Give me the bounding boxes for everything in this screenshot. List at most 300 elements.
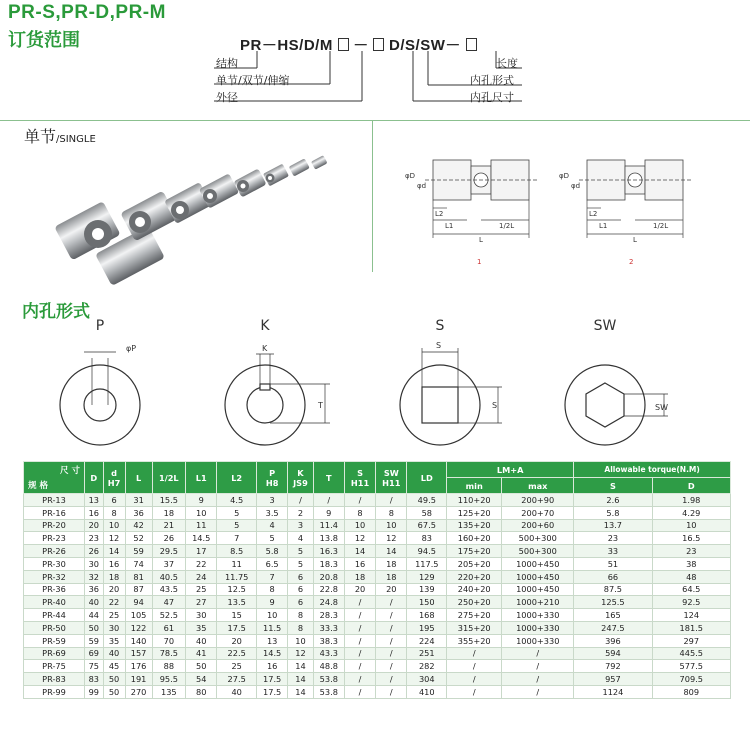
- table-cell: 26: [85, 545, 104, 558]
- table-cell: 1124: [574, 685, 652, 698]
- table-cell: 22.8: [313, 583, 344, 596]
- table-cell: 240+20: [447, 583, 502, 596]
- table-cell: 35: [186, 621, 217, 634]
- table-cell: 20: [103, 583, 125, 596]
- table-cell: 8: [344, 506, 375, 519]
- table-cell: 27.5: [217, 673, 257, 686]
- table-cell-model: PR-59: [24, 634, 85, 647]
- table-row: [24, 532, 731, 545]
- label-bore-type: 内孔形式: [470, 74, 514, 87]
- table-cell: 18: [103, 570, 125, 583]
- section-divider-vertical: [372, 120, 373, 272]
- table-cell: 957: [574, 673, 652, 686]
- ordering-range-title: 订货范围: [8, 30, 80, 51]
- table-cell: 8: [288, 621, 313, 634]
- table-cell: 18: [344, 570, 375, 583]
- table-cell: 200+70: [502, 506, 574, 519]
- table-cell: 191: [125, 673, 152, 686]
- table-cell: 20: [376, 583, 407, 596]
- table-cell: 11: [186, 519, 217, 532]
- table-cell: 139: [407, 583, 447, 596]
- col-L2: L2: [217, 462, 257, 494]
- table-cell-model: PR-30: [24, 557, 85, 570]
- bore-type-S: S: [435, 318, 445, 334]
- table-cell: /: [344, 685, 375, 698]
- table-cell: 10: [652, 519, 730, 532]
- label-outer-diameter: 外径: [216, 91, 238, 104]
- table-cell: 75: [85, 660, 104, 673]
- table-cell: 9: [257, 596, 288, 609]
- table-cell: 14: [344, 545, 375, 558]
- table-cell: 396: [574, 634, 652, 647]
- table-cell: 40: [186, 634, 217, 647]
- table-cell: 6: [103, 494, 125, 507]
- table-cell: 20.8: [313, 570, 344, 583]
- table-cell: 18: [152, 506, 185, 519]
- table-cell: 14.5: [257, 647, 288, 660]
- table-cell: 31: [125, 494, 152, 507]
- table-cell: 165: [574, 609, 652, 622]
- table-cell: 8: [376, 506, 407, 519]
- table-cell: 12: [376, 532, 407, 545]
- table-cell: 45: [103, 660, 125, 673]
- table-cell: 54: [186, 673, 217, 686]
- table-cell: 10: [103, 519, 125, 532]
- section-divider-top: [0, 120, 750, 121]
- label-single-double: 单节/双节/伸缩: [216, 74, 290, 87]
- table-cell: 125+20: [447, 506, 502, 519]
- table-cell: /: [376, 634, 407, 647]
- table-cell: 445.5: [652, 647, 730, 660]
- bore-type-P: P: [95, 318, 105, 334]
- table-cell: 23: [652, 545, 730, 558]
- table-cell: 10: [288, 634, 313, 647]
- table-cell: 11.4: [313, 519, 344, 532]
- table-cell: 15.5: [152, 494, 185, 507]
- table-row: [24, 685, 731, 698]
- single-label: [24, 124, 96, 147]
- table-cell: /: [344, 609, 375, 622]
- order-code-dash: －: [353, 37, 369, 54]
- table-cell: 8.5: [217, 545, 257, 558]
- table-cell: 25: [186, 583, 217, 596]
- table-cell: 53.8: [313, 673, 344, 686]
- table-cell-model: PR-50: [24, 621, 85, 634]
- dim-L2-1: L2: [435, 210, 444, 218]
- table-cell: 10: [376, 519, 407, 532]
- table-cell: 6: [288, 570, 313, 583]
- table-cell: 28.3: [313, 609, 344, 622]
- table-cell: 251: [407, 647, 447, 660]
- table-cell-model: PR-20: [24, 519, 85, 532]
- table-row: [24, 647, 731, 660]
- table-cell: 10: [186, 506, 217, 519]
- table-cell: 500+300: [502, 545, 574, 558]
- table-cell: 38: [652, 557, 730, 570]
- table-cell-model: PR-36: [24, 583, 85, 596]
- table-cell: 3.5: [257, 506, 288, 519]
- label-length: 长度: [496, 57, 518, 70]
- table-cell: 500+300: [502, 532, 574, 545]
- col-T: T: [313, 462, 344, 494]
- table-cell: 14.5: [186, 532, 217, 545]
- table-cell: 9: [186, 494, 217, 507]
- col-LMA-max: max: [502, 478, 574, 494]
- table-cell: 157: [125, 647, 152, 660]
- bore-dim-SW: SW: [655, 403, 668, 412]
- table-cell: 4: [288, 532, 313, 545]
- table-cell: 52: [125, 532, 152, 545]
- col-LD: LD: [407, 462, 447, 494]
- specification-table: [23, 461, 731, 699]
- table-cell: /: [344, 596, 375, 609]
- table-row: [24, 634, 731, 647]
- table-cell: /: [344, 673, 375, 686]
- table-cell: 6: [288, 583, 313, 596]
- table-cell-model: PR-26: [24, 545, 85, 558]
- table-cell: 140: [125, 634, 152, 647]
- table-cell: 33: [574, 545, 652, 558]
- table-cell: /: [344, 494, 375, 507]
- table-cell: 410: [407, 685, 447, 698]
- table-cell: 92.5: [652, 596, 730, 609]
- table-cell: 43.3: [313, 647, 344, 660]
- drawing-number-1: 1: [477, 258, 482, 266]
- table-cell: 15: [217, 609, 257, 622]
- table-cell: 18.3: [313, 557, 344, 570]
- table-cell: 1000+210: [502, 596, 574, 609]
- table-cell: 20: [344, 583, 375, 596]
- table-cell: 69: [85, 647, 104, 660]
- table-cell: 59: [85, 634, 104, 647]
- specification-table-body: [24, 494, 731, 699]
- table-cell: 809: [652, 685, 730, 698]
- table-cell: 42: [125, 519, 152, 532]
- col-L1: L1: [186, 462, 217, 494]
- table-cell: 7: [257, 570, 288, 583]
- table-cell: 181.5: [652, 621, 730, 634]
- table-cell: 12: [103, 532, 125, 545]
- table-cell: 83: [85, 673, 104, 686]
- table-cell: 58: [407, 506, 447, 519]
- table-cell: 17.5: [257, 685, 288, 698]
- table-cell: 577.5: [652, 660, 730, 673]
- dim-L1-2: L1: [599, 222, 608, 230]
- table-cell: /: [288, 494, 313, 507]
- table-cell: 9: [313, 506, 344, 519]
- table-row: [24, 557, 731, 570]
- table-cell: 220+20: [447, 570, 502, 583]
- table-cell: 11.75: [217, 570, 257, 583]
- table-cell: 40: [103, 647, 125, 660]
- table-cell-model: PR-69: [24, 647, 85, 660]
- table-row: [24, 506, 731, 519]
- col-allowable-torque: Allowable torque(N.M): [574, 462, 731, 478]
- table-cell: 74: [125, 557, 152, 570]
- col-LMA-min: min: [447, 478, 502, 494]
- table-row: [24, 570, 731, 583]
- table-cell: 26: [152, 532, 185, 545]
- table-cell: 14: [288, 685, 313, 698]
- table-cell-model: PR-13: [24, 494, 85, 507]
- table-cell: 200+90: [502, 494, 574, 507]
- table-cell: 117.5: [407, 557, 447, 570]
- table-cell: 12: [344, 532, 375, 545]
- table-row: [24, 583, 731, 596]
- single-label-en: /SINGLE: [56, 134, 96, 145]
- table-cell: /: [447, 660, 502, 673]
- table-row: [24, 609, 731, 622]
- table-cell: 135: [152, 685, 185, 698]
- table-cell: 3: [288, 519, 313, 532]
- table-cell: 20: [217, 634, 257, 647]
- table-cell: 66: [574, 570, 652, 583]
- table-row: [24, 494, 731, 507]
- table-cell: 18: [376, 570, 407, 583]
- table-cell: /: [376, 660, 407, 673]
- table-cell: 297: [652, 634, 730, 647]
- table-cell: 4.29: [652, 506, 730, 519]
- table-cell: 24.8: [313, 596, 344, 609]
- table-corner-header: [24, 462, 85, 494]
- table-cell: 709.5: [652, 673, 730, 686]
- table-cell: 25: [103, 609, 125, 622]
- order-code-mid: D/S/SW－: [389, 37, 461, 54]
- table-cell: 160+20: [447, 532, 502, 545]
- table-cell-model: PR-32: [24, 570, 85, 583]
- table-cell: 176: [125, 660, 152, 673]
- table-cell: 51: [574, 557, 652, 570]
- table-cell: 40: [85, 596, 104, 609]
- table-cell: 70: [152, 634, 185, 647]
- table-cell: 1000+450: [502, 570, 574, 583]
- table-cell: 29.5: [152, 545, 185, 558]
- table-cell: 8: [103, 506, 125, 519]
- corner-size-label: 尺 寸: [60, 466, 80, 476]
- table-cell: /: [376, 596, 407, 609]
- table-cell: 50: [85, 621, 104, 634]
- table-cell: 61: [152, 621, 185, 634]
- table-cell: 175+20: [447, 545, 502, 558]
- bore-type-diagrams: [40, 318, 720, 453]
- table-row: [24, 621, 731, 634]
- product-series-title: PR-S,PR-D,PR-M: [8, 2, 166, 23]
- table-cell: 5: [288, 557, 313, 570]
- dim-d-2: φd: [571, 182, 581, 190]
- dim-L-2: L: [633, 236, 637, 244]
- table-cell-model: PR-40: [24, 596, 85, 609]
- table-cell: 48.8: [313, 660, 344, 673]
- table-cell: 594: [574, 647, 652, 660]
- table-cell: /: [344, 621, 375, 634]
- table-cell: 5: [217, 519, 257, 532]
- table-cell: 2.6: [574, 494, 652, 507]
- table-cell: 14: [103, 545, 125, 558]
- table-cell: 59: [125, 545, 152, 558]
- table-cell: 13.7: [574, 519, 652, 532]
- table-cell: 8: [288, 609, 313, 622]
- table-cell: 10: [344, 519, 375, 532]
- table-cell: 315+20: [447, 621, 502, 634]
- dim-L-1: L: [479, 236, 483, 244]
- col-K-JS9: K JS9: [288, 462, 313, 494]
- table-cell: 50: [186, 660, 217, 673]
- table-cell: 87: [125, 583, 152, 596]
- col-torque-S: S: [574, 478, 652, 494]
- table-cell: 135+20: [447, 519, 502, 532]
- table-cell: 25: [217, 660, 257, 673]
- col-P-H8: P H8: [257, 462, 288, 494]
- table-cell: /: [344, 634, 375, 647]
- table-cell: 129: [407, 570, 447, 583]
- table-cell: 205+20: [447, 557, 502, 570]
- table-cell: 35: [103, 634, 125, 647]
- table-cell: 53.8: [313, 685, 344, 698]
- dim-D-2: φD: [559, 172, 570, 180]
- single-label-cn: 单节: [24, 127, 57, 146]
- table-cell: 22.5: [217, 647, 257, 660]
- table-cell: 12: [288, 647, 313, 660]
- table-cell: 38.3: [313, 634, 344, 647]
- table-cell: 6.5: [257, 557, 288, 570]
- table-cell-model: PR-16: [24, 506, 85, 519]
- table-cell: /: [502, 673, 574, 686]
- table-cell: 64.5: [652, 583, 730, 596]
- table-cell: 87.5: [574, 583, 652, 596]
- table-cell: 168: [407, 609, 447, 622]
- table-cell: 22: [103, 596, 125, 609]
- table-cell: 304: [407, 673, 447, 686]
- table-cell: 17.5: [217, 621, 257, 634]
- table-cell: 110+20: [447, 494, 502, 507]
- table-cell-model: PR-99: [24, 685, 85, 698]
- table-cell: 18: [376, 557, 407, 570]
- table-cell: 78.5: [152, 647, 185, 660]
- table-cell: 20: [85, 519, 104, 532]
- table-cell: 13.5: [217, 596, 257, 609]
- coupling-drawings: [395, 148, 745, 268]
- table-cell: /: [376, 621, 407, 634]
- dim-D-1: φD: [405, 172, 416, 180]
- table-cell: 4.5: [217, 494, 257, 507]
- bore-dim-S-top: S: [436, 341, 442, 350]
- table-cell: 125.5: [574, 596, 652, 609]
- table-cell: 94: [125, 596, 152, 609]
- table-cell: /: [376, 673, 407, 686]
- table-cell: 13: [257, 634, 288, 647]
- table-cell: 99: [85, 685, 104, 698]
- table-cell: 41: [186, 647, 217, 660]
- table-cell: 50: [103, 673, 125, 686]
- table-cell-model: PR-83: [24, 673, 85, 686]
- table-cell: /: [502, 647, 574, 660]
- table-cell: 95.5: [152, 673, 185, 686]
- bore-dim-K: K: [262, 344, 268, 353]
- table-cell: 275+20: [447, 609, 502, 622]
- dim-halfL-2: 1/2L: [653, 222, 669, 230]
- table-cell: 224: [407, 634, 447, 647]
- table-cell: 270: [125, 685, 152, 698]
- table-cell: 124: [652, 609, 730, 622]
- table-cell: /: [447, 647, 502, 660]
- col-SW-H11: SW H11: [376, 462, 407, 494]
- table-cell: 40.5: [152, 570, 185, 583]
- table-cell: 3: [257, 494, 288, 507]
- table-cell: 150: [407, 596, 447, 609]
- table-cell: /: [376, 647, 407, 660]
- bore-type-K: K: [260, 318, 270, 334]
- col-L: L: [125, 462, 152, 494]
- table-cell: 200+60: [502, 519, 574, 532]
- table-cell: 36: [125, 506, 152, 519]
- table-cell: 5: [217, 506, 257, 519]
- table-cell: 24: [186, 570, 217, 583]
- table-cell: 14: [288, 673, 313, 686]
- table-cell: 16.5: [652, 532, 730, 545]
- table-cell: 43.5: [152, 583, 185, 596]
- table-cell: 4: [257, 519, 288, 532]
- table-cell: 16: [344, 557, 375, 570]
- table-cell: 1000+330: [502, 634, 574, 647]
- bore-dim-S-side: S: [492, 401, 498, 410]
- table-cell: 81: [125, 570, 152, 583]
- table-cell: 88: [152, 660, 185, 673]
- table-cell: 16: [257, 660, 288, 673]
- table-cell: 27: [186, 596, 217, 609]
- table-row: [24, 673, 731, 686]
- col-torque-D: D: [652, 478, 730, 494]
- table-cell: 21: [152, 519, 185, 532]
- table-cell-model: PR-44: [24, 609, 85, 622]
- table-cell: 22: [186, 557, 217, 570]
- table-cell: /: [344, 647, 375, 660]
- table-row: [24, 519, 731, 532]
- table-cell: 5: [288, 545, 313, 558]
- table-cell: 47: [152, 596, 185, 609]
- table-cell: 13.8: [313, 532, 344, 545]
- order-code-prefix: PR－HS/D/M: [240, 37, 333, 54]
- table-cell: /: [376, 494, 407, 507]
- table-row: [24, 545, 731, 558]
- label-structure: 结构: [216, 57, 238, 70]
- table-cell: 32: [85, 570, 104, 583]
- table-cell: 67.5: [407, 519, 447, 532]
- table-cell: 5.8: [574, 506, 652, 519]
- table-cell: 50: [103, 685, 125, 698]
- dim-halfL-1: 1/2L: [499, 222, 515, 230]
- table-cell: 195: [407, 621, 447, 634]
- table-cell: 48: [652, 570, 730, 583]
- table-cell: 16.3: [313, 545, 344, 558]
- table-cell: 44: [85, 609, 104, 622]
- col-d-H7: d H7: [103, 462, 125, 494]
- table-cell: /: [376, 609, 407, 622]
- table-cell: 12.5: [217, 583, 257, 596]
- table-cell: 105: [125, 609, 152, 622]
- table-cell: /: [502, 685, 574, 698]
- bore-section-title: 内孔形式: [22, 302, 90, 322]
- table-cell: 2: [288, 506, 313, 519]
- table-cell: 8: [257, 583, 288, 596]
- product-photo-couplings: [50, 150, 350, 285]
- table-cell: 36: [85, 583, 104, 596]
- table-row: [24, 660, 731, 673]
- table-cell: 80: [186, 685, 217, 698]
- drawing-number-2: 2: [629, 258, 634, 266]
- table-cell: 122: [125, 621, 152, 634]
- dim-L2-2: L2: [589, 210, 598, 218]
- table-row: [24, 596, 731, 609]
